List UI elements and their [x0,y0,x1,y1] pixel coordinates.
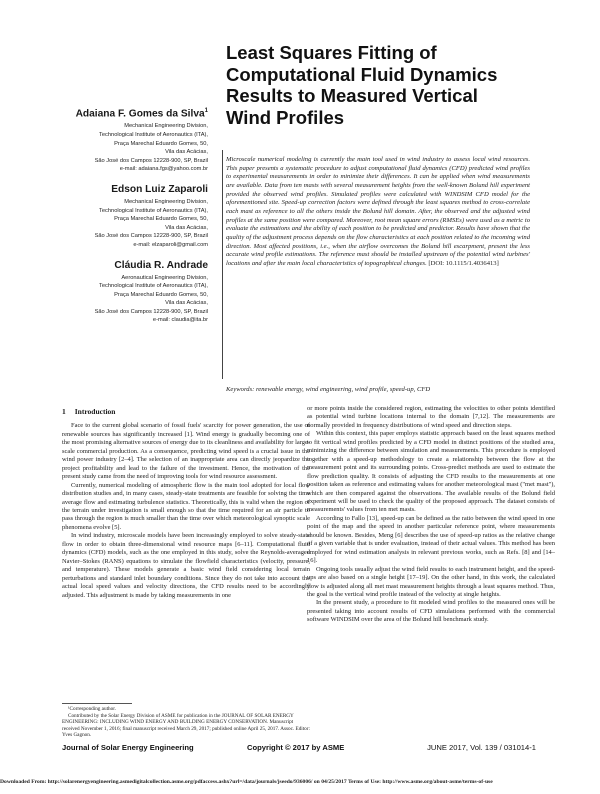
footnote: Contributed by the Solar Energy Division of ASME for publication in the JOURNAL OF SOLAR ENERGY ENGINEERING: INCLUDING WIND ENERGY AND BUILDING ENERGY CONSERVATION. Manuscript received November 1, 2016; final manuscript received March 29, 2017; published online April 25, 2017. Assoc. Editor: Yves Gagnon. [62,712,310,739]
affiliation-line: Aeronautical Engineering Division, [121,274,208,281]
author-2 [40,184,208,250]
abstract-divider [222,150,223,379]
keywords: Keywords: renewable energy, wind engineering, wind profile, speed-up, CFD [226,386,431,393]
paragraph: Face to the current global scenario of fossil fuels' scarcity for power generation, the use of renewable sources has significantly increased [1]. Wind energy is gradually becoming one of the most promising alternative sources of energy due to its cleanliness and availability for large-scale commercial production. As a consequence, predicting wind speed is a crucial issue in the wind power industry [2–4]. The selection of an inappropriate area can directly jeopardize the project profitability and lead to the failure of the investment. Hence, the motivation of the present study came from the need of improving tools for wind resource assessment. [62,422,310,481]
issue-info: JUNE 2017, Vol. 139 / 031014-1 [427,743,536,752]
affiliation-line: Vila das Acácias, [165,224,208,231]
affiliation-line: Vila das Acácias, [165,149,208,156]
paragraph: or more points inside the considered region, estimating the velocities to other points identified as potential wind turbine locations internal to the domain [7,12]. The measurements are normally provided in frequency distributions of wind speed and direction steps. [307,405,555,429]
footnote-divider [62,703,132,704]
affiliation-line: Praça Marechal Eduardo Gomes, 50, [114,140,208,147]
paragraph: In wind industry, microscale models have been increasingly employed to solve steady-state flow in order to obtain three-dimensional wind resource maps [6–11]. Computational fluid dynamics (CFD) models, such as the one employed in this study, solve the Reynolds-averaged Navier–Stokes (RANS) equations to simulate the flowfield characteristics (velocity, pressure, and temperature). These models generate a basic wind field considering local terrain perturbations and standard inlet boundary conditions. Since they do not take into account the actual local speed values and velocity directions, the CFD results need to be accordingly adjusted. This adjustment is made by taking measurements in one [62,532,310,599]
paragraph: Within this context, this paper employs statistic approach based on the least squares method to fit vertical wind profiles predicted by a CFD model in distinct positions of the studied area, minimizing the difference between simulation and measurements. This procedure is employed together with a speed-up methodology to create a relationship between the flow at the measurement point and its surrounding points. Cross-predict methods are used to estimate the flow prediction quality. It consists of adjusting the CFD results to the measurements at one position taken as reference and estimating values for another meteorological mast ("met mast"), which are then compared against the observations. The available results of the Bolund field experiment will be used to check the quality of the proposed approach. The dataset consists of measurements' values from ten met masts. [307,430,555,514]
journal-name: Journal of Solar Energy Engineering [62,743,194,752]
author-name: Adaiana F. Gomes da Silva$^1$ [75,108,208,120]
affiliation-line: Praça Marechal Eduardo Gomes, 50, [114,216,208,223]
author-email[interactable]: e-mail: adaiana.fgs@yahoo.com.br [119,166,208,173]
paper-title: Least Squares Fitting of Computational Fluid Dynamics Results to Measured Vertical Wind Profiles [226,42,498,128]
section-title: Introduction [74,407,116,416]
affiliation-line: Praça Marechal Eduardo Gomes, 50, [114,291,208,298]
left-column [62,408,310,600]
corresponding-mark: 1 [204,108,208,114]
affiliation-line: Mechanical Engineering Division, [124,123,208,130]
page-footer [62,743,536,755]
paragraph: In the present study, a procedure to fit modeled wind profiles to the measured ones will be presented taking into account results of CFD simulations performed with the commercial software WINDSIM over the area of the Bolund hill benchmark study. [307,599,555,624]
paragraph: Ongoing tools usually adjust the wind field results to each instrument height, and the speed-ups are also based on a single height [17–19]. On the other hand, in this work, the calculated flow is adjusted along all met mast measurement heights through a least squares method. Thus, the goal is the vertical wind profile instead of the velocity at single heights. [307,565,555,598]
abstract [226,156,530,269]
affiliation-line: Mechanical Engineering Division, [124,198,208,205]
paragraph: According to Fallo [13], speed-up can be defined as the ratio between the wind speed in one point of the map and the speed in another particular reference point, where measurements should be known. Besides, Meng [6] describes the use of speed-up ratios as the relative change of a given variable that is under evaluation, instead of their actual values. This method has been employed for wind estimation analysis in relevant previous works, such as Refs. [8] and [14–16]. [307,514,555,565]
affiliation-line: Vila das Acácias, [165,300,208,307]
paragraph: Currently, numerical modeling of atmospheric flow is the main tool adopted for local flow distribution studies and, in many cases, steady-state treatments are feasible for solving the time average flow and estimating turbulence statistics. Theoretically, this is valid when the region of the terrain under investigation is small enough so that the time required for an air particle to pass through the region is much smaller than the time over which meteorological synoptic scale phenomena evolve [5]. [62,481,310,531]
right-column [307,405,555,625]
doi-link[interactable]: [DOI: 10.1115/1.4036413] [428,259,499,267]
author-1 [40,108,208,174]
author-name: Edson Luiz Zaparoli [111,183,208,195]
affiliation-line: Technological Institute of Aeronautics (ITA), [99,131,208,138]
author-name: Cláudia R. Andrade [114,259,208,271]
footnote: ¹Corresponding author. [68,706,116,712]
author-3 [40,260,208,326]
footnotes [62,706,310,739]
copyright: Copyright © 2017 by ASME [247,743,345,752]
affiliation-line: São José dos Campos 12228-900, SP, Brazil [94,157,208,164]
author-email[interactable]: e-mail: claudia@ita.br [152,317,208,324]
section-number: 1 [62,407,66,416]
author-block [40,108,208,335]
affiliation-line: Technological Institute of Aeronautics (ITA), [99,283,208,290]
affiliation-line: Technological Institute of Aeronautics (ITA), [99,207,208,214]
abstract-text: Microscale numerical modeling is currently the main tool used in wind industry to assess local wind resources. This paper presents a systematic procedure to adjust computational fluid dynamics (CFD) predicted wind profiles to experimental measurements in order to minimize their differences. It can be applied when wind measurements are available. Data from ten masts with several measurement heights from the well-known Bolund hill experiment provided the observed wind profiles. Simulated profiles were calculated with WINDSIM CFD model for the aforementioned site. Speed-up correction factors were defined through the least squares method to cross-correlate each mast as reference to all the others inside the Bolund hill domain. After, the observed and the adjusted wind profiles at the same position were compared. Moreover, root mean square errors (RMSEs) were used as a metric to evaluate the estimations and the ability of each position to be predicted and predictor. Results have shown that the quality of the adjustment process depends on the flow characteristics at each position related to the incoming wind direction. Most affected positions, i.e., when the airflow overcomes the Bolund hill escarpment, present the less accurate wind profile estimations. The reference mast should be installed upstream of the potential wind turbines' locations and after the main local characteristics of topographical changes. [226,156,530,267]
section-heading [62,408,310,416]
download-notice[interactable]: Downloaded From: http://solarenergyengineering.asmedigitalcollection.asme.org/pdfaccess.ashx?url=/data/journals/jseedo/936006/ on 04/25/2017 Terms of Use: http://www.asme.org/about-asme/terms-of-use [0,779,493,785]
author-email[interactable]: e-mail: elzaparoli@gmail.com [133,241,208,248]
affiliation-line: São José dos Campos 12228-900, SP, Brazil [94,233,208,240]
affiliation-line: São José dos Campos 12228-900, SP, Brazil [94,308,208,315]
